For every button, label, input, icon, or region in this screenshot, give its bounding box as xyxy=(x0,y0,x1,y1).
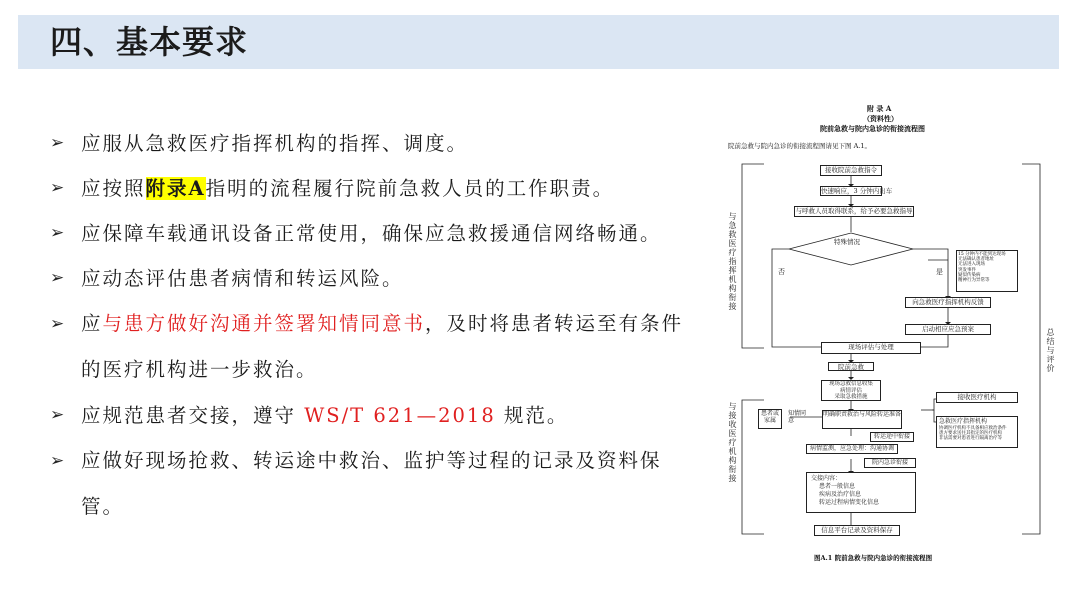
flow-diamond-special: 特殊情况 xyxy=(834,238,860,246)
flow-box-feedback: 向急救医疗指挥机构反馈 xyxy=(905,297,991,308)
standard-highlight: WS/T 621—2018 xyxy=(304,404,496,427)
appendix-highlight: 附录A xyxy=(145,177,206,200)
special-condition: 精神行为异常等 xyxy=(958,278,990,284)
bullet-text: ，及时将患者转运至有条件的医疗机构进一步救治。 xyxy=(81,312,684,381)
arrow-bullet-icon: ➢ xyxy=(50,178,67,198)
handover-item: 转运过程病情变化信息 xyxy=(819,499,880,506)
flow-box-handover xyxy=(806,472,916,513)
aid-item: 采取急救措施 xyxy=(834,394,868,400)
bullet-text: 应规范患者交接，遵守 xyxy=(81,404,305,427)
bullet-text: 应服从急救医疗指挥机构的指挥、调度。 xyxy=(81,132,469,155)
bullet-text: 应保障车载通讯设备正常使用，确保应急救援通信网络畅通。 xyxy=(81,222,662,245)
arrow-bullet-icon: ➢ xyxy=(50,133,67,153)
page-title: 四、基本要求 xyxy=(50,23,249,61)
bullet-text: 应按照 xyxy=(81,177,146,200)
bullet-list xyxy=(50,121,700,530)
flow-box-cmd-inst xyxy=(936,416,1018,448)
flow-box-plan: 启动相应应急预案 xyxy=(905,324,991,335)
bullet-text: 指明的流程履行院前急救人员的工作职责。 xyxy=(205,177,615,200)
handover-item: 患者一般信息 xyxy=(819,483,856,490)
bullet-item xyxy=(50,438,700,530)
bullet-text: 应动态评估患者病情和转运风险。 xyxy=(81,267,404,290)
bullet-text: 应 xyxy=(81,312,103,335)
bullet-item xyxy=(50,166,700,211)
left-label-dispatch: 与急救医疗指挥机构衔接 xyxy=(728,212,737,311)
flow-yes-label: 是 xyxy=(936,268,943,276)
flow-inform-label: 知情同意 xyxy=(788,410,807,424)
bullet-text: 应做好现场抢救、转运途中救治、监护等过程的记录及资料保管。 xyxy=(81,449,662,518)
cmd-item: 患方要求送往其指定的医疗机构 xyxy=(939,431,1002,437)
handover-item: 交接内容： xyxy=(811,475,842,482)
bullet-item xyxy=(50,301,700,393)
appendix-flowchart-page xyxy=(722,92,1060,572)
flow-box-assess: 现场评估与处理 xyxy=(821,342,921,354)
flow-box-platform: 信息平台记录及资料保存 xyxy=(814,525,900,536)
bullet-text: 规范。 xyxy=(495,404,569,427)
special-conditions-box xyxy=(956,250,1018,292)
bullet-item xyxy=(50,121,700,166)
bullet-item xyxy=(50,256,700,301)
arrow-bullet-icon: ➢ xyxy=(50,268,67,288)
flow-box-contact: 与呼救人员取得联系，给予必要急救指导 xyxy=(795,207,913,215)
flow-box-sync: 转运途中衔接 xyxy=(870,432,914,442)
aid-item: 现场急救信息收集 xyxy=(828,381,873,387)
bullet-item xyxy=(50,393,700,438)
flow-box-dispatch: 快速响应，3 分钟内出车 xyxy=(821,187,893,195)
arrow-bullet-icon: ➢ xyxy=(50,405,67,425)
cmd-item: 非法需要对患者进行隔离治疗等 xyxy=(939,436,1002,442)
appendix-subheader: （资料性） xyxy=(863,114,898,123)
left-label-receiving: 与接收医疗机构衔接 xyxy=(728,402,737,483)
handover-item: 疾病及治疗信息 xyxy=(819,491,862,498)
special-condition: 无法确认患者地址 xyxy=(958,257,994,263)
special-condition: 15 分钟内不能到达现场 xyxy=(958,252,1006,257)
bullet-item xyxy=(50,211,700,256)
arrow-bullet-icon: ➢ xyxy=(50,451,67,471)
special-condition: 无法进入现场 xyxy=(958,262,985,268)
flow-box-receive: 接收院前急救指令 xyxy=(820,165,882,176)
right-label-summary: 总结与评价 xyxy=(1046,328,1055,373)
cmd-inst-label: 急救医疗指挥机构 xyxy=(939,418,988,425)
consent-highlight: 与患方做好沟通并签署知情同意书 xyxy=(102,312,426,335)
arrow-bullet-icon: ➢ xyxy=(50,223,67,243)
flow-no-label: 否 xyxy=(778,268,785,276)
appendix-intro: 院前急救与院内急诊的衔接流程图请见下图 A.1。 xyxy=(728,142,871,150)
flow-box-handover-link: 院内急诊衔接 xyxy=(864,458,916,468)
special-condition: 突发事件 xyxy=(958,267,976,273)
flowchart-caption: 图A.1 院前急救与院内急诊的衔接流程图 xyxy=(814,554,933,562)
flow-box-recv-inst: 接收医疗机构 xyxy=(936,392,1018,403)
flow-box-patient: 患者或家属 xyxy=(758,409,782,429)
appendix-header: 附 录 A xyxy=(867,104,892,113)
flow-box-aid-details xyxy=(821,380,881,401)
arrow-bullet-icon: ➢ xyxy=(50,314,67,334)
flow-box-clarify: 明确职责救治与风险转运准备 xyxy=(822,410,902,429)
flow-box-monitor: 病情监测，应急处理：沟通协调 xyxy=(806,444,898,454)
aid-item: 病情评估 xyxy=(839,387,862,394)
appendix-title: 院前急救与院内急诊的衔接流程图 xyxy=(820,124,925,133)
title-bar xyxy=(18,15,1059,69)
flow-box-aid: 院前急救 xyxy=(828,362,874,371)
cmd-item: 协调医疗机构不具备相应救治条件 xyxy=(939,426,1007,431)
special-condition: 疑似传染病 xyxy=(958,272,981,278)
